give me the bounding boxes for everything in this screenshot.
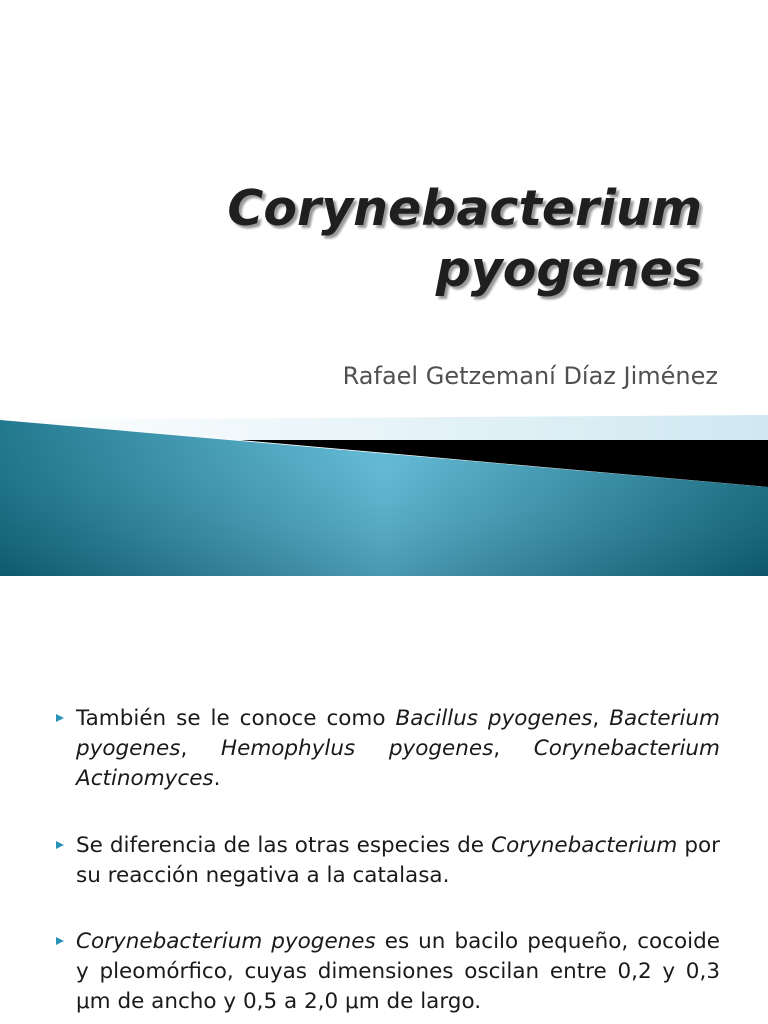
bullet-text-italic: Corynebacterium pyogenes bbox=[76, 929, 376, 954]
bullet-text-segment: . bbox=[213, 766, 221, 791]
slide-title bbox=[62, 178, 702, 300]
bullet-text-segment: Se diferencia de las otras especies de bbox=[76, 833, 492, 858]
bullet-text-segment: , bbox=[180, 736, 221, 761]
bullet-text-segment: , bbox=[592, 706, 610, 731]
bullet-text bbox=[76, 833, 720, 888]
bullet-item bbox=[54, 927, 720, 1017]
bullet-text bbox=[76, 706, 720, 791]
content-slide bbox=[0, 576, 768, 1024]
slide-title-line-1: Corynebacterium bbox=[227, 180, 702, 237]
bullet-text-italic: Corynebacterium bbox=[491, 833, 678, 858]
author-name: Rafael Getzemaní Díaz Jiménez bbox=[342, 362, 718, 390]
decorative-wave-band bbox=[0, 410, 768, 576]
bullet-arrow-icon bbox=[56, 714, 64, 722]
bullet-text-italic: Hemophylus pyogenes bbox=[220, 736, 494, 761]
bullet-text bbox=[76, 929, 720, 1014]
bullet-list bbox=[54, 704, 720, 1024]
bullet-item bbox=[54, 704, 720, 794]
bullet-text-segment: , bbox=[493, 736, 534, 761]
bullet-text-italic: Corynebacterium Actinomyces bbox=[76, 736, 721, 791]
bullet-text-segment: es un bacilo pequeño, cocoide y pleomórfico, cuyas dimensiones oscilan entre 0,2 y 0,3 μm de ancho y 0,5 a 2,0 μm de largo. bbox=[76, 929, 720, 1014]
bullet-arrow-icon bbox=[56, 937, 64, 945]
bullet-arrow-icon bbox=[56, 841, 64, 849]
bullet-text-italic: Bacillus pyogenes bbox=[395, 706, 593, 731]
slide-title-line-2: pyogenes bbox=[435, 241, 702, 298]
bullet-text-segment: También se le conoce como bbox=[76, 706, 396, 731]
bullet-item bbox=[54, 831, 720, 891]
bullet-text-segment: por su reacción negativa a la catalasa. bbox=[76, 833, 721, 888]
bullet-text-italic: Bacterium pyogenes bbox=[76, 706, 720, 761]
